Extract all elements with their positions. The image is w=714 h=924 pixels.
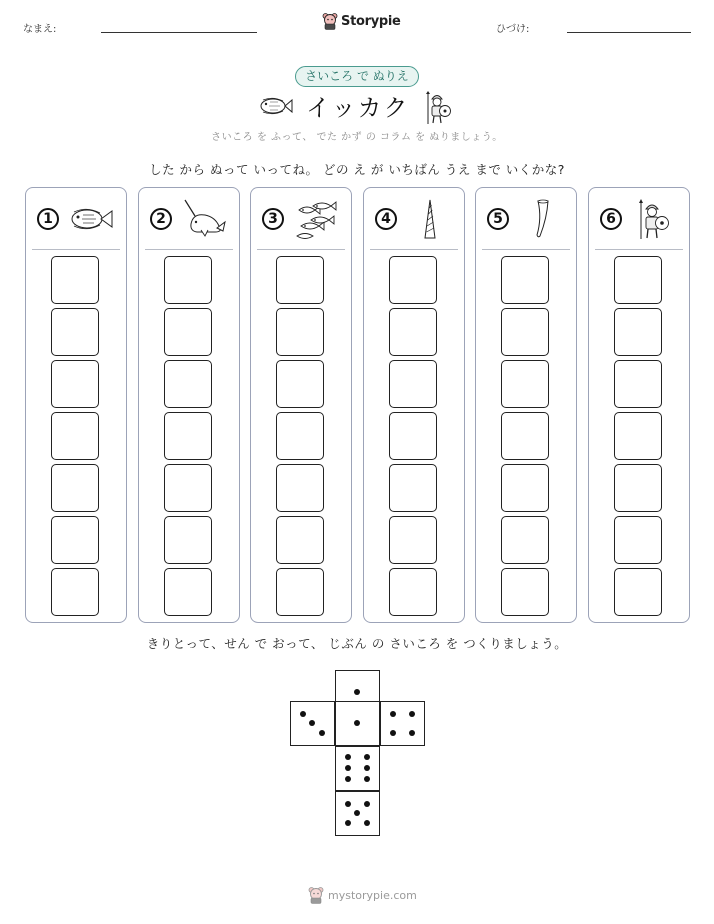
color-box[interactable] <box>501 568 549 616</box>
column-divider <box>370 249 458 250</box>
pip <box>364 754 370 760</box>
color-box[interactable] <box>389 568 437 616</box>
pip <box>345 801 351 807</box>
color-box[interactable] <box>501 516 549 564</box>
color-box[interactable] <box>614 464 662 512</box>
column-number: 3 <box>262 208 284 230</box>
color-box[interactable] <box>614 256 662 304</box>
column-divider <box>32 249 120 250</box>
pip <box>319 730 325 736</box>
color-box[interactable] <box>276 308 324 356</box>
dice-face-lower <box>335 746 380 791</box>
pip <box>390 711 396 717</box>
fish-school-icon <box>293 198 339 240</box>
color-box[interactable] <box>389 516 437 564</box>
pip <box>364 776 370 782</box>
color-box[interactable] <box>51 308 99 356</box>
pip <box>300 711 306 717</box>
color-box[interactable] <box>164 308 212 356</box>
column-divider <box>595 249 683 250</box>
color-box[interactable] <box>276 516 324 564</box>
color-box[interactable] <box>51 568 99 616</box>
column-6 <box>588 187 690 623</box>
color-box[interactable] <box>276 568 324 616</box>
column-number: 4 <box>375 208 397 230</box>
color-box[interactable] <box>614 308 662 356</box>
date-label: ひづけ: <box>496 24 530 35</box>
logo-text: Storypie <box>341 13 401 29</box>
pip <box>345 776 351 782</box>
pip <box>364 801 370 807</box>
pip <box>390 730 396 736</box>
page-title: イッカク <box>306 94 410 122</box>
color-box[interactable] <box>389 256 437 304</box>
pip <box>345 765 351 771</box>
column-1 <box>25 187 127 623</box>
flatfish-icon <box>258 96 294 116</box>
dice-face-left <box>290 701 335 746</box>
pip <box>409 730 415 736</box>
category-badge: さいころ で ぬりえ <box>295 66 419 87</box>
color-box[interactable] <box>51 256 99 304</box>
color-box[interactable] <box>501 464 549 512</box>
instruction: した から ぬって いってね。 どの え が いちばん うえ まで いくかな? <box>149 162 565 177</box>
color-box[interactable] <box>164 412 212 460</box>
pip <box>354 689 360 695</box>
horn-icon <box>518 198 564 240</box>
name-line[interactable] <box>101 32 257 33</box>
color-box[interactable] <box>614 412 662 460</box>
storypie-bear-icon <box>308 886 324 904</box>
color-box[interactable] <box>164 360 212 408</box>
storypie-bear-icon <box>322 12 338 30</box>
dice-face-right <box>380 701 425 746</box>
dice-face-center <box>335 701 380 746</box>
color-box[interactable] <box>501 360 549 408</box>
color-box[interactable] <box>501 256 549 304</box>
logo <box>322 12 401 30</box>
color-box[interactable] <box>276 412 324 460</box>
pip <box>409 711 415 717</box>
cut-instruction: きりとって、せん で おって、 じぶん の さいころ を つくりましょう。 <box>146 636 568 651</box>
dice-net[interactable] <box>290 670 425 836</box>
color-box[interactable] <box>389 360 437 408</box>
column-5 <box>475 187 577 623</box>
narwhal-icon <box>181 198 227 240</box>
subtitle: さいころ を ふって、 でた かず の コラム を ぬりましょう。 <box>211 132 503 143</box>
column-3 <box>250 187 352 623</box>
column-divider <box>482 249 570 250</box>
viking-warrior-icon <box>631 198 677 240</box>
column-number: 6 <box>600 208 622 230</box>
flatfish-icon <box>68 198 114 240</box>
footer-url[interactable]: mystorypie.com <box>328 888 417 902</box>
name-label: なまえ: <box>23 24 57 35</box>
color-box[interactable] <box>614 568 662 616</box>
pip <box>364 820 370 826</box>
color-box[interactable] <box>51 464 99 512</box>
pip <box>364 765 370 771</box>
pip <box>354 720 360 726</box>
column-divider <box>145 249 233 250</box>
pip <box>309 720 315 726</box>
narwhal-tusk-icon <box>406 198 452 240</box>
color-box[interactable] <box>164 464 212 512</box>
color-box[interactable] <box>51 412 99 460</box>
color-box[interactable] <box>276 256 324 304</box>
footer <box>308 886 417 904</box>
pip <box>345 754 351 760</box>
color-box[interactable] <box>614 516 662 564</box>
column-4 <box>363 187 465 623</box>
color-box[interactable] <box>501 308 549 356</box>
color-box[interactable] <box>164 256 212 304</box>
color-box[interactable] <box>389 412 437 460</box>
pip <box>345 820 351 826</box>
column-2 <box>138 187 240 623</box>
color-box[interactable] <box>51 516 99 564</box>
color-box[interactable] <box>389 308 437 356</box>
column-number: 1 <box>37 208 59 230</box>
color-box[interactable] <box>276 464 324 512</box>
color-box[interactable] <box>51 360 99 408</box>
dice-face-bottom <box>335 791 380 836</box>
column-number: 5 <box>487 208 509 230</box>
color-box[interactable] <box>501 412 549 460</box>
pip <box>354 810 360 816</box>
color-box[interactable] <box>614 360 662 408</box>
column-number: 2 <box>150 208 172 230</box>
color-box[interactable] <box>276 360 324 408</box>
date-line[interactable] <box>567 32 691 33</box>
color-box[interactable] <box>164 568 212 616</box>
color-box[interactable] <box>164 516 212 564</box>
column-divider <box>257 249 345 250</box>
color-box[interactable] <box>389 464 437 512</box>
viking-warrior-icon <box>424 91 452 125</box>
